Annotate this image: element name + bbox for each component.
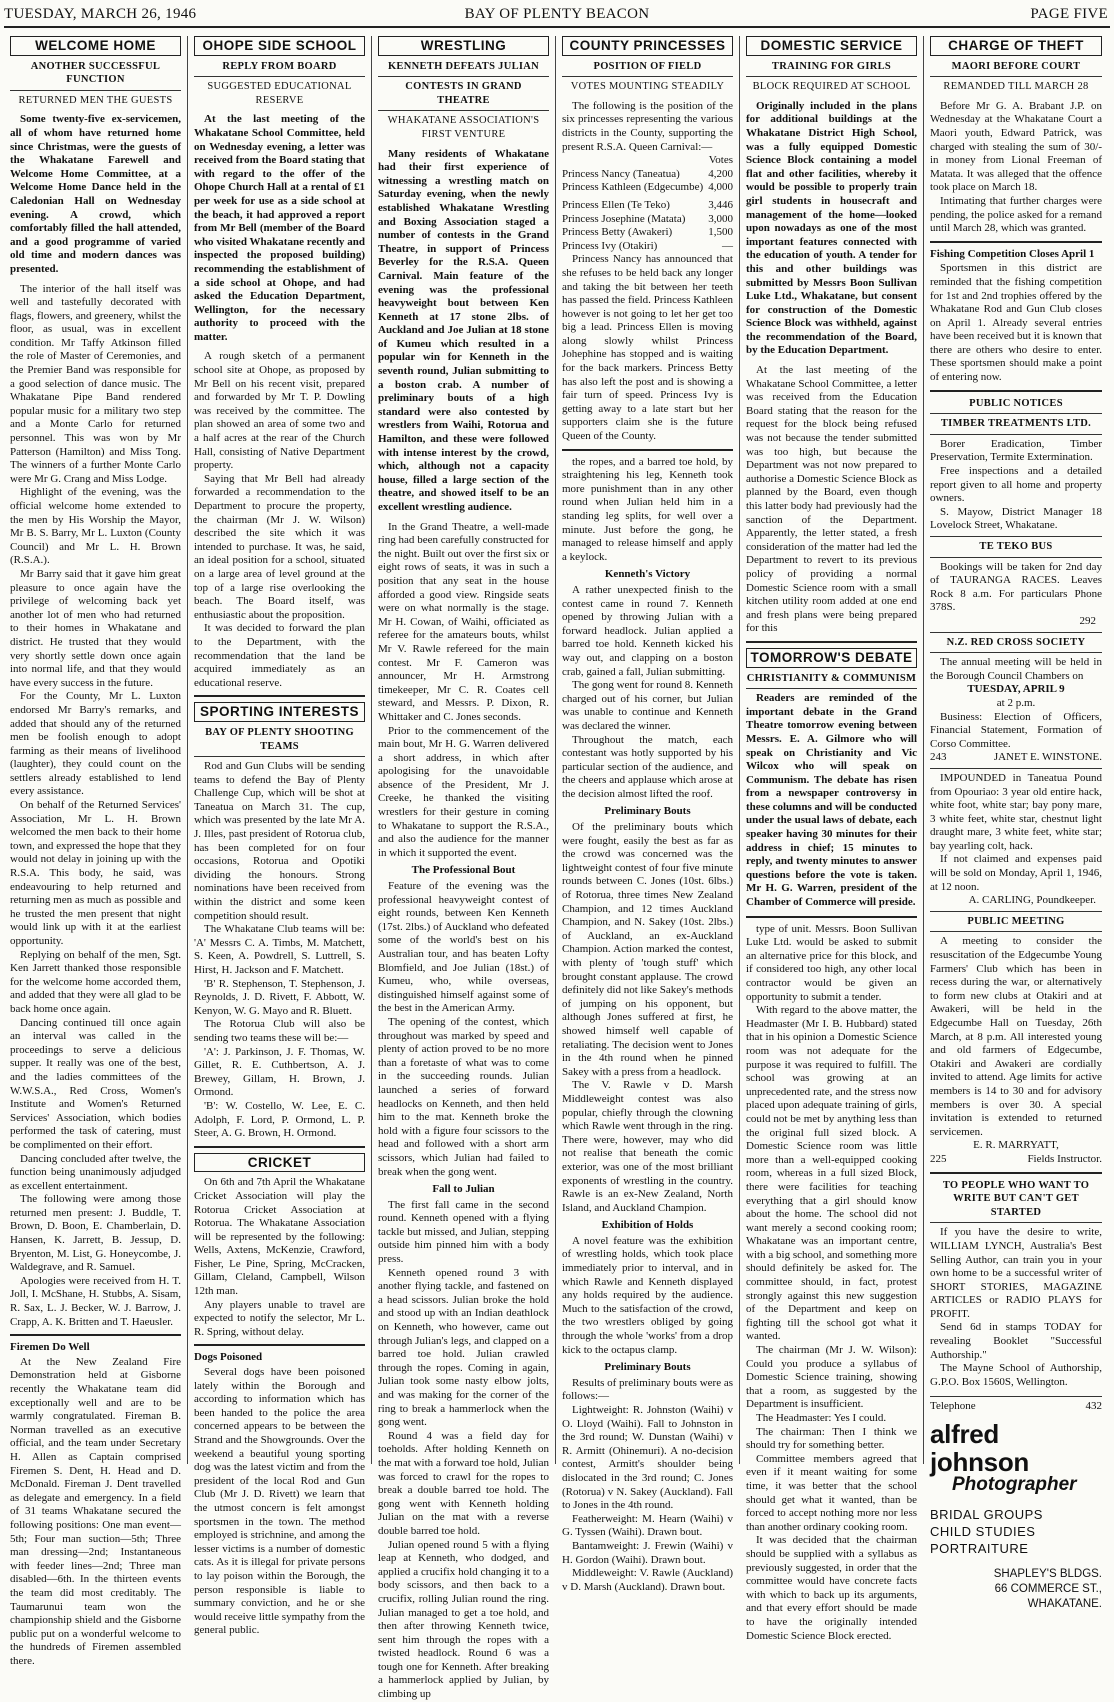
domestic-heading2: TRAINING FOR GIRLS: [771, 60, 892, 72]
telephone-row: Telephone 432: [930, 1400, 1102, 1413]
ad-service: CHILD STUDIES: [930, 1523, 1036, 1539]
wrestling-sub: KENNETH DEFEATS JULIAN: [387, 60, 540, 72]
red-cross-heading: N.Z. RED CROSS SOCIETY: [946, 636, 1086, 648]
domestic-lead: Originally included in the plans for additional buildings at the Whakatane District High School, was a fully equipped Domestic Science Block containing a model flat and other facilities, whereby it would be possible to properly train girl students in housecraft and management of the home—looked upon nowadays as one of the most important features connected with the education of youth. A tender for this and other buildings was submitted by Messrs Boon Sullivan Luke Ltd., Whakatane, but consent for construction of the Domestic Science Block was withheld, against the recommendation of the Board, by the Education Department.: [746, 99, 917, 357]
paragraph: Before Mr G. A. Brabant J.P. on Wednesday at the Whakatane Court a Maori youth, Edward Patrick, was charged with stealing the sum of 30/- in money from Lional Freeman of Matata. It was alleged that the offence took place on March 18.: [930, 99, 1102, 194]
wrestling-sub-b: CONTESTS IN GRAND THEATRE: [405, 81, 522, 106]
vote-row: Princess Josephine (Matata) 3,000: [562, 212, 733, 225]
theft-heading: CHARGE OF THEFT: [930, 36, 1102, 56]
paragraph: Replying on behalf of the men, Sgt. Ken Jarrett thanked those responsible for the welcome home accorded them, and added that they were all glad to be back home once again.: [10, 948, 181, 1015]
paragraph: The annual meeting will be held in the Borough Council Chambers on: [930, 656, 1102, 682]
ohope-sub: REPLY FROM BOARD: [222, 60, 337, 72]
subheading: Kenneth's Victory: [604, 568, 691, 581]
subheading: Exhibition of Holds: [601, 1219, 694, 1232]
column-4: [556, 36, 740, 1593]
paragraph: Mr Barry said that it gave him great pleasure to once again have the privilege of welcoming back yet another lot of men who had returned to their homes in Whakatane and district. He trusted that they would very shortly settle down once again into normal life, and that they would have every success in the future.: [10, 567, 181, 689]
paragraph: The chairman: Then I think we should try for something better.: [746, 1425, 917, 1452]
sporting-sub: BAY OF PLENTY SHOOTING TEAMS: [205, 726, 354, 752]
advertiser-name: alfred johnson: [930, 1419, 1029, 1478]
meeting-signature-row: 225 Fields Instructor.: [930, 1152, 1102, 1165]
paragraph: Intimating that further charges were pending, the police asked for a remand until March 28, which was granted.: [930, 194, 1102, 235]
ad-service: BRIDAL GROUPS: [930, 1506, 1043, 1522]
paragraph: If you have the desire to write, WILLIAM LYNCH, Australia's Best Selling Author, can train you in your own home to be a successful writer of SHORT STORIES, MAGAZINE ARTICLES or RADIO PLAYS for PROFIT.: [930, 1226, 1102, 1320]
paragraph: IMPOUNDED in Taneatua Pound from Opouriao: 3 year old entire hack, white foot, white star; bay pony mare, 3 white feet, white star, chestnut light draught mare, 3 white feet, white star; bay yearling colt, hack.: [930, 771, 1102, 852]
paragraph: the ropes, and a barred toe hold, by straightening his leg, Kenneth took more punishment than in any other round when Julian held him in a standing leg splits, for well over a minute. Just before the gong, he managed to release himself and apply a keylock.: [562, 455, 733, 563]
red-cross-time: at 2 p.m.: [996, 696, 1036, 709]
domestic-heading: DOMESTIC SERVICE: [746, 36, 917, 56]
debate-lead: Readers are reminded of the important debate in the Grand Theatre tomorrow evening between Messrs. E. A. Gilmore who will speak on Christianity and Vic Wilcox who will speak on Communism. The debate has risen from a newspaper controversy in these columns and will be conducted under the usual laws of debate, each speaker having 30 minutes for their address in chief; 15 minutes to reply, and twenty minutes to answer questions before the vote is taken. Mr H. G. Warren, president of the Chamber of Commerce will preside.: [746, 692, 917, 909]
paragraph: On 6th and 7th April the Whakatane Cricket Association will play the Rotorua Cricket Association at Rotorua. The Whakatane Association will be represented by the following: Wells, Axtens, McKenzie, Crawford, Fisher, Le Pine, Spring, McCracken, Gillam, Cleland, Campbell, Wilson 12th man.: [194, 1176, 365, 1298]
meeting-signature: E. R. MARRYATT,: [973, 1139, 1059, 1152]
page-number: PAGE FIVE: [1030, 6, 1108, 22]
column-3: [372, 36, 556, 1701]
paragraph: A meeting to consider the resuscitation of the Edgecumbe Young Farmers' Club which has been in recess during the war, or alternatively to form new clubs at Otakiri and at Awakeri, will be held in the Edgecumbe Hall on Tuesday, 26th March, at 8 p.m. All interested young and old farmers of Edgecumbe, Otakiri and Awakeri are cordially invited to attend. Age limits for active members is 14 to 30 and for advisory members is over 30. A special invitation is extended to returned servicemen.: [930, 935, 1102, 1138]
ohope-sub2: SUGGESTED EDUCATIONAL RESERVE: [207, 81, 352, 106]
red-cross-signature: 243 JANET E. WINSTONE.: [930, 751, 1102, 764]
paragraph: At the New Zealand Fire Demonstration held at Gisborne recently the Whakatane team did exceptionally well and are to be warmly congratulated. Fireman B. Norman travelled as an executive official, and the team under Secretary H. Allen as Captain comprised Firemen S. Dent, H. Head and D. McDonald. Fireman J. Dent travelled as delegate and emergency. In a field of 31 teams Whakatane secured the following positions: One man event—5th; Four man suction—5th; Three man dressing—2nd; Instantaneous with feeder lines—2nd; Three man disabled—6th. In the thirteen events the team did most creditably. The Taumarunui team won the championship shield and the Gisborne public put on a wonderful welcome to the hundreds of Firemen assembled there.: [10, 1355, 181, 1667]
paragraph: Results of preliminary bouts were as follows:—: [562, 1376, 733, 1403]
theft-sub2: REMANDED TILL MARCH 28: [943, 81, 1089, 93]
paragraph: 'B' R. Stephenson, T. Stephenson, J. Reynolds, J. D. Rivett, F. Abbott, W. Kenyon, W. G. Mayo and R. Bluett.: [194, 977, 365, 1017]
paragraph: If not claimed and expenses paid will be sold on Monday, April 1, 1946, at 12 noon.: [930, 853, 1102, 893]
paragraph: Several dogs have been poisoned lately within the Borough and according to information which has been handed to the police the area concerned appears to be between the Strand and the Showgrounds. Over the weekend a beautiful young sporting dog was the latest victim and from the president of the local Rod and Gun Club (Mr J. D. Rivett) we learn that the utmost concern is felt amongst sportsmen in the town. The method employed is strichnine, and among the lesser victims is a number of domestic cats. As it is illegal for private persons to lay poison within the Borough, the person responsible is liable to summary conviction, and he or she would receive little sympathy from the general public.: [194, 1366, 365, 1637]
paragraph: Lightweight: R. Johnston (Waihi) v O. Lloyd (Waihi). Fall to Johnston in the 3rd round; W. Dunstan (Waihi) v R. Armitt (Ohinemuri). A no-decision contest, Armitt's shoulder being dislocated in the 3rd round; C. Jones (Rotorua) v N. Sakey (Auckland). Fall to Jones in the 4th round.: [562, 1404, 733, 1512]
welcome-home-heading: WELCOME HOME: [10, 36, 181, 56]
paragraph: Round 4 was a field day for toeholds. After holding Kenneth on the mat with a forward toe hold, Julian was forced to crawl for the ropes to break a double barred toe hold. The gong went with Kenneth holding Julian on the mat with a reverse double barred toe hold.: [378, 1429, 549, 1537]
paragraph: Of the preliminary bouts which were fought, easily the best as far as the crowd was concerned was the lightweight contest of four five minute rounds between C. Jones (10st. 6lbs.) of Rotorua, three times New Zealand Champion, and 12 times Auckland Champion, and N. Sakey (10st. 2lbs.) of Auckland, an ex-Auckland Champion. Action marked the contest, with plenty of 'tough stuff' which brought constant applause. The crowd definitely did not like Sakey's methods of jumping on his opponent, but although Jones suffered at first, he showed himself well capable of retaliating. The decision went to Jones in the 4th round when he pinned Sakey with a press from a headlock.: [562, 821, 733, 1078]
paragraph: Kenneth opened round 3 with another flying tackle, and fastened on a head scissors. Julian broke the hold and stood up with an Indian deathlock on Kenneth, who however, came out through Julian's legs, and clapped on a barred toe hold. Julian crawled through the ropes. Coming in again, Julian took some nasty elbow jolts, and was making for the corner of the ring to break a hammerlock when the gong went.: [378, 1266, 549, 1429]
paragraph: A rough sketch of a permanent school site at Ohope, as proposed by Mr Bell on his recent visit, prepared and forwarded by Mr T. P. Dowling was received by the committee. The plan showed an area of some two and a half acres at the rear of the Church Hall, consisting of Native Department property.: [194, 350, 365, 472]
debate-heading: TOMORROW'S DEBATE: [746, 648, 917, 668]
vote-row: Princess Kathleen (Edgecumbe) 4,000: [562, 181, 733, 194]
vote-row: Princess Ivy (Otakiri) —: [562, 239, 733, 252]
timber-heading: TIMBER TREATMENTS LTD.: [940, 418, 1092, 430]
wrestling-sub2: WHAKATANE ASSOCIATION'S FIRST VENTURE: [387, 115, 540, 140]
bus-heading: TE TEKO BUS: [979, 541, 1053, 552]
paragraph: S. Mayow, District Manager 18 Lovelock Street, Whakatane.: [930, 505, 1102, 532]
ohope-lead: At the last meeting of the Whakatane School Committee, held on Wednesday evening, a letter was received from the Board stating that with regard to the offer of the Ohope Church Hall at a rental of £1 per week for use as a side school at the beach, it had approved a report from Mr Bell (member of the Board who visited Whakatane recently and inspected the proposed building) recommending the establishment of a side school at Ohope, and had asked the Education Department, Wellington, for the necessary authority to proceed with the matter.: [194, 113, 365, 343]
paragraph: Free inspections and a detailed report given to all home and property owners.: [930, 465, 1102, 505]
paragraph: In the Grand Theatre, a well-made ring had been carefully constructed for the night. Built out over the first six or eight rows of seats, it was in such a position that any seat in the house afforded a good view. Ringside seats were on what normally is the stage. Mr H. Cowan, of Waihi, officiated as referee for the amateurs bouts, whilst Mr V. Rawle refereed for the main contest. Mr F. Cameron was announcer, Mr H. Armstrong timekeeper, Mr C. R. Coates cell steward, and Messrs. P. Dixon, R. Whittaker and C. Jones seconds.: [378, 520, 549, 723]
theft-sub: MAORI BEFORE COURT: [951, 60, 1081, 72]
paragraph: It was decided to forward the plan to the Department, with the recommendation that the land be acquired immediately as an educational reserve.: [194, 622, 365, 689]
ohope-heading: OHOPE SIDE SCHOOL: [194, 36, 365, 56]
firemen-heading: Firemen Do Well: [10, 1341, 90, 1354]
paragraph: Throughout the match, each contestant was hotly supported by his particular section of the audience, and the cheers and applause which arose at the decision almost lifted the roof.: [562, 733, 733, 800]
paragraph: Highlight of the evening, was the official welcome home extended to the men by His Worship the Mayor, Mr B. S. Barry, Mr L. Luxton (County Council) and Mr L. H. Brown (R.S.A.).: [10, 486, 181, 567]
poundkeeper-signature: A. CARLING, Poundkeeper.: [968, 894, 1096, 907]
paragraph: Apologies were received from H. T. Joll, I. McShane, H. Stubbs, A. Sisam, R. Sax, L. J. Becker, W. J. Barrow, J. Crapp, A. K. Britten and T. Haeusler.: [10, 1274, 181, 1328]
votes-header: Votes: [708, 154, 733, 167]
paragraph: Featherweight: M. Hearn (Waihi) v G. Tyssen (Waihi). Drawn bout.: [562, 1512, 733, 1539]
meeting-heading: PUBLIC MEETING: [967, 915, 1065, 927]
paragraph: 'A': J. Parkinson, J. F. Thomas, W. Gillet, R. E. Cuthbertson, A. J. Brewey, Gillam, H. Brown, J. Ormond.: [194, 1045, 365, 1099]
paragraph: The Rotorua Club will also be sending two teams these will be:—: [194, 1018, 365, 1044]
fishing-heading: Fishing Competition Closes April 1: [930, 247, 1095, 260]
domestic-sub2: BLOCK REQUIRED AT SCHOOL: [752, 81, 911, 93]
paragraph: Saying that Mr Bell had already forwarded a recommendation to the Department to procure the property, the chairman (Mr J. W. Wilson) described the site which it was intended to purchase. It was, he said, an ideal position for a school, situated on a large area of level ground at the top of a large rise overlooking the beach. The Board itself, was enthusiastic about the proposition.: [194, 472, 365, 621]
paper-name: BAY OF PLENTY BEACON: [464, 6, 650, 22]
paragraph: A rather unexpected finish to the contest came in round 7. Kenneth opened by throwing Julian with a forward headlock. Julian applied a barred toe hold. Kenneth kicked his way out, and clapping on a boston crab, gained a fall, Julian submitting.: [562, 583, 733, 678]
paragraph: Rod and Gun Clubs will be sending teams to defend the Bay of Plenty Challenge Cup, which will be shot at Taneatua on March 31. The cup, which was presented by the late Mr A. J. Illes, past president of Rotorua club, has been completed for on four occasions, Rotorua and Opotiki dividing the honours. Strong nominations have been received from within the district and some keen competition should result.: [194, 760, 365, 922]
paragraph: The following is the position of the six princesses representing the various districts in the County, supporting the present R.S.A. Queen Carnival:—: [562, 99, 733, 153]
write-heading: TO PEOPLE WHO WANT TO WRITE BUT CAN'T GET STARTED: [942, 1179, 1090, 1218]
red-cross-date: TUESDAY, APRIL 9: [967, 683, 1065, 696]
wrestling-lead: Many residents of Whakatane had their first experience of witnessing a wrestling match on Saturday evening, when the newly established Whakatane Wrestling and Boxing Association staged a number of contests in the Grand Theatre, in support of Princess Beverley for the R.S.A. Queen Carnival. Main feature of the evening was the professional heavyweight bout between Ken Kenneth at 17 stone 2lbs. of Auckland and Joe Julian at 18 stone of Kumeu which resulted in a popular win for Kenneth in the seventh round, Julian submitting to a boston crab. A number of preliminary bouts of a high standard were also contested by wrestlers from Waihi, Rotorua and Hamilton, and these were followed with intense interest by the crowd, which, although not a capacity house, filled a large section of the theatre, and showed itself to be an excellent wrestling audience.: [378, 147, 549, 513]
paragraph: Julian opened round 5 with a flying leap at Kenneth, who dodged, and applied a crucifix hold changing it to a body scissors, and then back to a crucifix, rolling Julian round the ring. Julian managed to get a toe hold, and then after throwing Kenneth twice, sent him through the ropes with a twisted headlock. Round 6 was a tough one for Kenneth. After breaking a hammerlock applied by Julian, by climbing up: [378, 1538, 549, 1701]
paragraph: The Headmaster: Yes I could.: [756, 1412, 887, 1424]
paragraph: Business: Election of Officers, Financial Statement, Formation of Corso Committee.: [930, 710, 1102, 750]
vote-row: Princess Ellen (Te Teko) 3,446: [562, 198, 733, 211]
masthead: [4, 4, 1110, 28]
paragraph: At the last meeting of the Whakatane School Committee, a letter was received from the Education Board stating that the reason for the request for the block being refused was not because the tender submitted was too high, but because the Department was not now prepared to authorise a Domestic Science Block as planned by the Board, even though this latter body had previously had the sanction of the Department. Apparently, the letter stated, a fresh consideration of the matter had led the Department to revert to its previous policy of providing a normal Domestic Science room with a small kitchen utility room added at one end and fresh plans were being prepared for this: [746, 364, 917, 635]
welcome-lead: Some twenty-five ex-servicemen, all of whom have returned home since Christmas, were the guests of the Whakatane Farewell and Welcome Home Committee, at a Welcome Home Dance held in the Caledonian Hall on Wednesday evening. A crowd, which comfortably filled the hall attended, and a good programme of varied old time and modern dances was presented.: [10, 113, 181, 275]
paragraph: 'B': W. Costello, W. Lee, E. C. Adolph, F. Lord, P. Ormond, L. P. Steer, A. G. Brown, H. Ormond.: [194, 1099, 365, 1140]
paragraph: The V. Rawle v D. Marsh Middleweight contest was also popular, chiefly through the clowning which Rawle went through in the ring. There were, however, may who did not realise that beneath the comic exterior, was one of the most brilliant exponents of wrestling in the country. Rawle is an ex-New Zealand, North Island, and Auckland Champion.: [562, 1079, 733, 1214]
paragraph: type of unit. Messrs. Boon Sullivan Luke Ltd. would be asked to submit an alternative price for this block, and if considered too high, any other local contractor would be given an opportunity to submit a tender.: [746, 922, 917, 1003]
column-5: [740, 36, 924, 1642]
paragraph: Bantamweight: J. Frewin (Waihi) v H. Gordon (Waihi). Drawn bout.: [562, 1539, 733, 1566]
princesses-sub: POSITION OF FIELD: [593, 60, 702, 72]
column-2: [188, 36, 372, 1637]
paragraph: Prior to the commencement of the main bout, Mr H. G. Warren delivered a short address, in which after apologising for the unavoidable absence of the President, Mr J. Creeke, he thanked the visiting wrestlers for their gesture in coming to Whakatane to support the R.S.A., and also the audience for the manner in which it supported the event.: [378, 724, 549, 859]
votes-table: [562, 168, 733, 254]
debate-sub: CHRISTIANITY & COMMUNISM: [746, 672, 917, 684]
advertiser-tagline: Photographer: [952, 1474, 1077, 1496]
paragraph: The Mayne School of Authorship, G.P.O. Box 1560S, Wellington.: [930, 1362, 1102, 1388]
vote-row: Princess Betty (Awakeri) 1,500: [562, 226, 733, 239]
paragraph: Any players unable to travel are expected to notify the selector, Mr L. R. Spring, without delay.: [194, 1298, 365, 1338]
paragraph: The following were among those returned men present: J. Buddle, T. Brown, D. Boon, E. Chamberlain, D. Hansen, K. Jarrett, B. Jessup, D. Bryenton, M. List, G. Honeycombe, J. Waldegrave, and R. Samuel.: [10, 1193, 181, 1274]
vote-row: Princess Nancy (Taneatua) 4,200: [562, 167, 733, 180]
paragraph: On behalf of the Returned Services' Association, Mr L. H. Brown welcomed the men back to their home town, and expressed the hope that they would not delay in joining up with the R.S.A. This body, he said, was endeavouring to help returned and returning men as much as possible and he trusted the men present that night would link up with it at the earliest opportunity.: [10, 799, 181, 947]
paragraph: With regard to the above matter, the Headmaster (Mr I. B. Hubbard) stated that in his opinion a Domestic Science room was not adequate for the purpose it was required to fulfill. The school was growing at an unprecedented rate, and the stress now placed upon adequate training of girls, could not be met by anything less than the original full sized block. A Domestic Science room was little more than a well-equipped cooking room, whereas in a full sized Block, there were facilities for teaching everything that a girl should know about the home. The school did not want merely a second cooking room; Whakatane was an important centre, with a big school, and something more should definitely be asked for. The committee should, in fact, protest strongly against this new suggestion of the Department and keep on fighting till the school got what it wanted.: [746, 1004, 917, 1343]
paragraph: Bookings will be taken for 2nd day of TAURANGA RACES. Leaves Rock 8 a.m. For particulars Phone 378S.: [930, 560, 1102, 614]
princesses-heading: COUNTY PRINCESSES: [562, 36, 733, 56]
paragraph: Send 6d in stamps TODAY for revealing Booklet "Successful Authorship.": [930, 1321, 1102, 1361]
issue-date: TUESDAY, MARCH 26, 1946: [4, 6, 197, 22]
paragraph: Sportsmen in this district are reminded that the fishing competition for 1st and 2nd trophies offered by the Whakatane Rod and Gun Club closes on April 1. Already several entries have been received but it is known that there are others who desire to enter. These sportsmen should make a point of entering now.: [930, 262, 1102, 384]
paragraph: The first fall came in the second round. Kenneth opened with a flying tackle but missed, and Julian, stepping outside him pinned him with a body press.: [378, 1198, 549, 1266]
ad-service: PORTRAITURE: [930, 1540, 1029, 1556]
princesses-sub2: VOTES MOUNTING STEADILY: [570, 81, 725, 93]
paragraph: Feature of the evening was the professional heavyweight contest of eight rounds, between Ken Kenneth (17st. 2lbs.) of Auckland who defeated some of the world's best on his Australian tour, and has beaten Lofty Blomfield, and Joe Julian (18st.) of Kumeu, who, while overseas, distinguished himself against some of the best in the American Army.: [378, 880, 549, 1015]
subheading: Fall to Julian: [432, 1183, 495, 1196]
paragraph: The interior of the hall itself was well and tastefully decorated with flags, flowers, and greenery, whilst the floor, as usual, was in excellent condition. Mr Taffy Atkinson filled the role of Master of Ceremonies, and the Premier Band was responsible for a good selection of dance music. The Whakatane Pipe Band rendered popular music for a military two step and a Monte Carlo for returned personnel. This was won by Mr Patterson (Hamilton) and Miss Tong. The winners of a further Monte Carlo were Mr G. Crang and Miss Lodge.: [10, 282, 181, 485]
column-1: [4, 36, 188, 1667]
column-6: [924, 36, 1108, 1610]
paragraph: The opening of the contest, which throughout was marked by speed and plenty of action proved to be no more than a foretaste of what was to come in the succeeding rounds. Julian launched a series of forward headlocks on Kenneth, and then held him to the mat. Kenneth broke the hold with a figure four scissors to the head and followed with a short arm scissors, which Julian had failed to break when the gong went.: [378, 1015, 549, 1178]
paragraph: It was decided that the chairman should be supplied with a syllabus as previously suggested, in order that the committee would have concrete facts with which to back up its arguments, and that every effort should be made to have the originally intended Domestic Science Block erected.: [746, 1534, 917, 1642]
paragraph: Dancing concluded after twelve, the function being unanimously adjudged as excellent entertainment.: [10, 1152, 181, 1192]
paragraph: The chairman (Mr J. W. Wilson): Could you produce a syllabus of Domestic Science training, showing that a room, as suggested by the Department is insufficient.: [746, 1344, 917, 1411]
welcome-sub: ANOTHER SUCCESSFUL FUNCTION: [30, 60, 161, 86]
subheading: The Professional Bout: [411, 864, 516, 877]
paragraph: For the County, Mr L. Luxton endorsed Mr Barry's remarks, and added that should any of the returned men be foolish enough to adopt farming as their means of livelihood (laughter), they could count on the settlers already established to lend every assistance.: [10, 690, 181, 798]
paragraph: Borer Eradication, Timber Preservation, Termite Extermination.: [930, 437, 1102, 464]
paragraph: Princess Nancy has announced that she refuses to be held back any longer and taking the bit between her teeth has passed the field. Princess Kathleen however is not going to let her get too big a lead. Princess Ellen is moving along slowly whilst Princess Johephine has stopped and is waiting for the back markers. Princess Betty has also left the post and is showing a fair turn of speed. Princess Ivy is getting away to a late start but her supporters claim she is the future Queen of the County.: [562, 253, 733, 443]
paragraph: Middleweight: V. Rawle (Auckland) v D. Marsh (Auckland). Drawn bout.: [562, 1567, 733, 1593]
paragraph: Dancing continued till once again an interval was called in the proceedings to serve a delicious supper. It really was one of the best, and the ladies committees of the W.W.S.A., Red Cross, Women's Institute and Women's Returned Services' Association, which bodies performed the task of catering, must be complimented on their effort.: [10, 1016, 181, 1151]
paragraph: A novel feature was the exhibition of wrestling holds, which took place immediately prior to interval, and in which Rawle and Kenneth displayed any holds required by the audience. Much to the satisfaction of the crowd, the two wrestlers obliged by going through the whole 'works' from a drop kick to the octapus clamp.: [562, 1234, 733, 1356]
paragraph: The gong went for round 8. Kenneth charged out of his corner, but Julian was unable to continue and Kenneth was declared the winner.: [562, 679, 733, 732]
wrestling-heading: WRESTLING: [378, 36, 549, 56]
columns: [4, 36, 1110, 1701]
ad-address: SHAPLEY'S BLDGS. 66 COMMERCE ST., WHAKATANE.: [993, 1567, 1102, 1610]
welcome-sub2: RETURNED MEN THE GUESTS: [18, 94, 173, 106]
subheading: Preliminary Bouts: [604, 1361, 691, 1374]
sporting-heading: SPORTING INTERESTS: [194, 702, 365, 722]
paragraph: Committee members agreed that even if it meant waiting for some time, it was better that the school should get what it wanted, than be forced to accept nothing more nor less than another ordinary cooking room.: [746, 1452, 917, 1533]
subheading: Preliminary Bouts: [604, 805, 691, 818]
notice-number: 292: [1079, 614, 1096, 627]
public-notices-heading: PUBLIC NOTICES: [969, 397, 1063, 409]
cricket-heading: CRICKET: [194, 1153, 365, 1173]
dogs-heading: Dogs Poisoned: [194, 1351, 263, 1364]
paragraph: The Whakatane Club teams will be: 'A' Messrs C. A. Timbs, M. Matchett, S. Keen, A. Powdrell, S. Luttrell, S. Hirst, H. Jackson and F. Matchett.: [194, 923, 365, 976]
